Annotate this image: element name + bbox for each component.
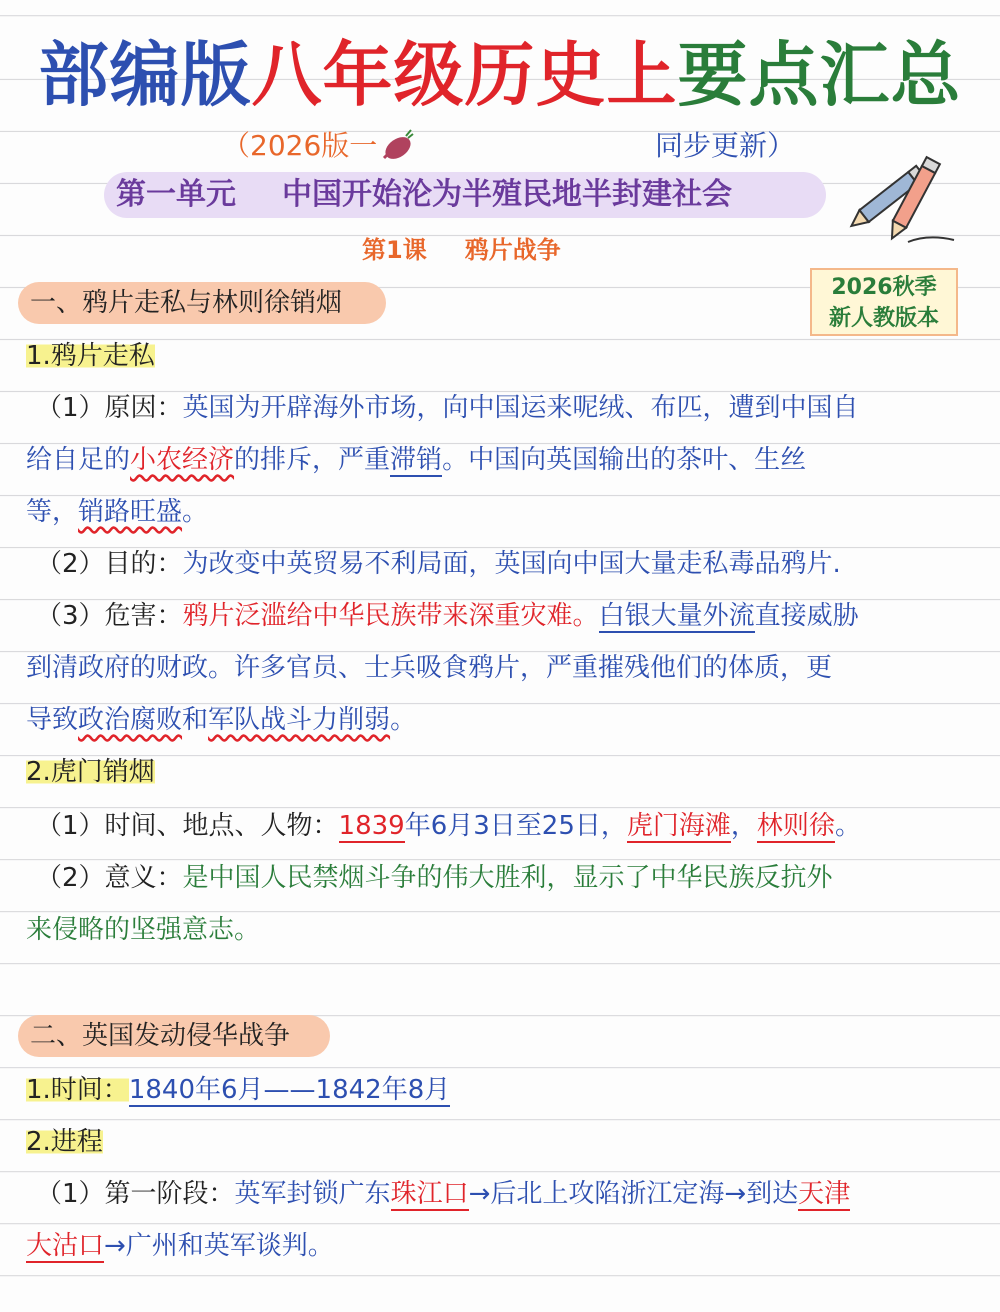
stage-1-line-2 xyxy=(26,1220,334,1272)
harm-text-3c: 。 xyxy=(390,705,417,735)
section-2-heading: 二、英国发动侵华战争 xyxy=(30,1021,291,1051)
unit-number: 第一单元 xyxy=(116,177,236,212)
key-lin-zexu: 林则徐 xyxy=(756,811,835,841)
pencils-icon xyxy=(848,146,960,248)
badge-line-1: 2026秋季 xyxy=(831,275,937,300)
title-part-2: 八年级历史上 xyxy=(251,34,678,116)
harm-text-3b: 和 xyxy=(182,705,209,735)
cause-text-2a: 给自足的 xyxy=(26,445,131,475)
cause-text-1: 英国为开辟海外市场，向中国运来呢绒、布匹，遭到中国自 xyxy=(182,393,859,423)
comma: ， xyxy=(730,811,757,841)
key-political-corruption: 政治腐败 xyxy=(78,705,183,735)
harm-text-red: 鸦片泛滥给中华民族带来深重灾难。 xyxy=(182,601,599,631)
stage-1-text-a: 英军封锁广东 xyxy=(234,1179,391,1209)
purpose-label: （2）目的： xyxy=(36,549,183,579)
sub-heading-humen xyxy=(26,746,155,798)
war-time-heading: 1.时间： xyxy=(26,1075,129,1105)
time-rest: 年6月3日至25日， xyxy=(404,811,627,841)
key-sales-booming: 销路旺盛 xyxy=(78,497,183,527)
title-part-3: 要点汇总 xyxy=(677,34,962,116)
cause-line-2 xyxy=(26,434,806,486)
lesson-number: 第1课 xyxy=(362,236,427,264)
key-dagu-kou: 大沽口 xyxy=(26,1231,105,1261)
stage-1-label: （1）第一阶段： xyxy=(36,1179,235,1209)
humen-meaning-line-1 xyxy=(36,852,833,904)
cause-line-3 xyxy=(26,486,208,538)
sub-heading-text: 2.虎门销烟 xyxy=(26,757,155,787)
lesson-title xyxy=(362,232,561,268)
harm-text-1b: 直接威胁 xyxy=(754,601,859,631)
harm-line-1 xyxy=(36,590,859,642)
page-title xyxy=(0,30,1000,120)
harm-text-3a: 导致 xyxy=(26,705,79,735)
harm-line-2: 到清政府的财政。许多官员、士兵吸食鸦片，严重摧残他们的体质，更 xyxy=(26,653,833,683)
sub-heading-text: 1.鸦片走私 xyxy=(26,341,155,371)
key-small-peasant-economy: 小农经济 xyxy=(130,445,235,475)
war-time-value: 1840年6月——1842年8月 xyxy=(128,1075,451,1105)
humen-meaning-line-2: 来侵略的坚强意志。 xyxy=(26,915,261,945)
purpose-line xyxy=(36,538,841,590)
process-heading: 2.进程 xyxy=(26,1127,103,1157)
lesson-name: 鸦片战争 xyxy=(464,236,561,264)
cause-line-1 xyxy=(36,382,859,434)
humen-time-line xyxy=(36,800,861,852)
key-tianjin: 天津 xyxy=(798,1179,851,1209)
subtitle-sync: 同步更新） xyxy=(655,129,796,162)
stage-1-text-b: →后北上攻陷浙江定海→到达 xyxy=(468,1179,799,1209)
sweet-potato-icon xyxy=(378,128,414,164)
meaning-text-1: 是中国人民禁烟斗争的伟大胜利，显示了中华民族反抗外 xyxy=(182,863,833,893)
key-year-1839: 1839 xyxy=(338,811,405,841)
key-silver-outflow: 白银大量外流 xyxy=(598,601,755,631)
war-time-line xyxy=(26,1064,450,1116)
meaning-label: （2）意义： xyxy=(36,863,183,893)
period: 。 xyxy=(834,811,861,841)
key-army-weakened: 军队战斗力削弱 xyxy=(208,705,391,735)
harm-line-3 xyxy=(26,694,416,746)
key-pearl-river-mouth: 珠江口 xyxy=(390,1179,469,1209)
purpose-text: 为改变中英贸易不利局面，英国向中国大量走私毒品鸦片. xyxy=(182,549,841,579)
stage-1-text-c: →广州和英军谈判。 xyxy=(104,1231,334,1261)
edition-badge xyxy=(810,268,958,336)
cause-text-3a: 等， xyxy=(26,497,79,527)
key-unsalable: 滞销 xyxy=(390,445,443,475)
section-1-heading: 一、鸦片走私与林则徐销烟 xyxy=(30,288,343,318)
time-place-person-label: （1）时间、地点、人物： xyxy=(36,811,339,841)
cause-text-2c: 。中国向英国输出的茶叶、生丝 xyxy=(442,445,807,475)
cause-text-3b: 。 xyxy=(182,497,209,527)
harm-label: （3）危害： xyxy=(36,601,183,631)
title-part-1: 部编版 xyxy=(38,34,252,116)
unit-name: 中国开始沦为半殖民地半封建社会 xyxy=(282,177,732,212)
stage-1-line-1 xyxy=(36,1168,850,1220)
badge-line-2: 新人教版本 xyxy=(828,306,939,331)
key-humen-beach: 虎门海滩 xyxy=(626,811,731,841)
unit-title xyxy=(116,172,732,218)
sub-heading-opium-smuggling xyxy=(26,330,155,382)
cause-text-2b: 的排斥，严重 xyxy=(234,445,391,475)
cause-label: （1）原因： xyxy=(36,393,183,423)
process-heading-line xyxy=(26,1116,103,1168)
subtitle-edition: （2026版一 xyxy=(222,129,378,162)
